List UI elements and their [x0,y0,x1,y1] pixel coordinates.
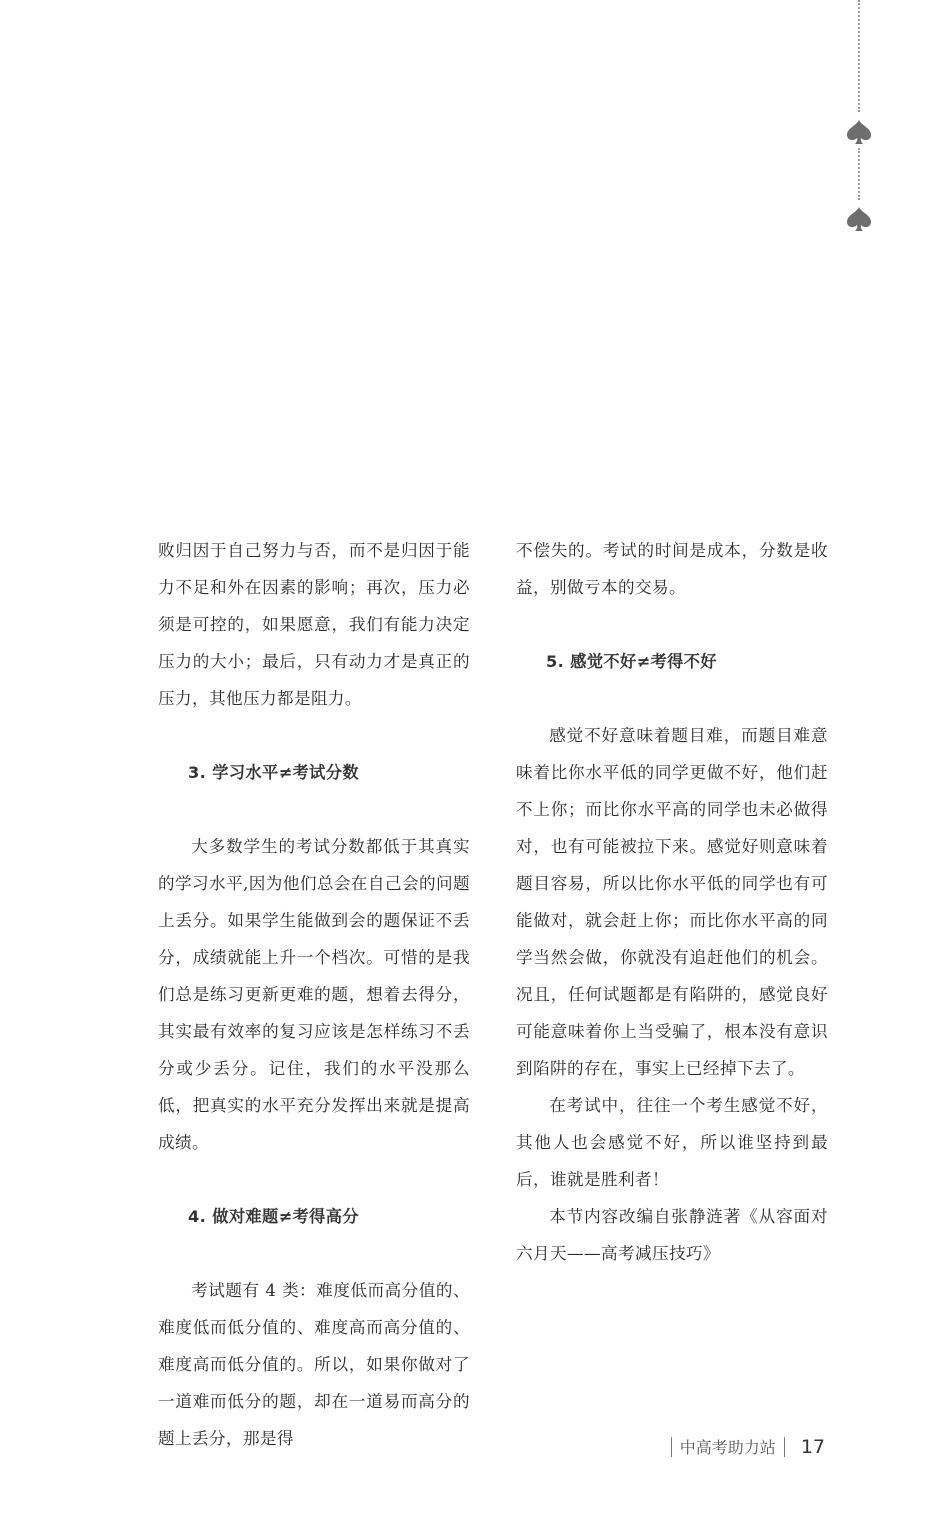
divider [784,1437,785,1457]
paragraph: 在考试中，往往一个考生感觉不好，其他人也会感觉不好，所以谁坚持到最后，谁就是胜利者！ [516,1096,828,1189]
section-name: 中高考助力站 [679,1438,776,1457]
right-column [516,532,828,1272]
section-heading-3: 3. 学习水平≠考试分数 [188,763,359,782]
section-heading-4: 4. 做对难题≠考得高分 [188,1207,359,1226]
left-column [158,532,470,1457]
dotted-line-top [858,0,860,112]
dotted-line-middle [858,148,860,200]
source-note: 本节内容改编自张静涟著《从容面对六月天——高考减压技巧》 [516,1207,828,1263]
page-number: 17 [800,1435,825,1458]
page-footer [663,1435,825,1458]
paragraph: 不偿失的。考试的时间是成本，分数是收益，别做亏本的交易。 [516,541,828,597]
paragraph: 感觉不好意味着题目难，而题目难意味着比你水平低的同学更做不好，他们赶不上你；而比你水平高的同学也未必做得对，也有可能被拉下来。感觉好则意味着题目容易，所以比你水平低的同学也有可能做对，就会赶上你；而比你水平高的同学当然会做，你就没有追赶他们的机会。况且，任何试题都是有陷阱的，感觉良好可能意味着你上当受骗了，根本没有意识到陷阱的存在，事实上已经掉下去了。 [516,726,828,1078]
paragraph: 败归因于自己努力与否，而不是归因于能力不足和外在因素的影响；再次，压力必须是可控的，如果愿意，我们有能力决定压力的大小；最后，只有动力才是真正的压力，其他压力都是阻力。 [158,541,470,708]
divider [671,1437,672,1457]
heart-icon [844,116,874,146]
paragraph: 考试题有 4 类：难度低而高分值的、难度低而低分值的、难度高而高分值的、难度高而低分值的。所以，如果你做对了一道难而低分的题，却在一道易而高分的题上丢分，那是得 [158,1281,470,1448]
heart-icon [844,203,874,233]
paragraph: 大多数学生的考试分数都低于其真实的学习水平,因为他们总会在自己会的问题上丢分。如果学生能做到会的题保证不丢分，成绩就能上升一个档次。可惜的是我们总是练习更新更难的题，想着去得分，其实最有效率的复习应该是怎样练习不丢分或少丢分。记住，我们的水平没那么低，把真实的水平充分发挥出来就是提高成绩。 [158,837,470,1152]
section-heading-5: 5. 感觉不好≠考得不好 [546,652,717,671]
